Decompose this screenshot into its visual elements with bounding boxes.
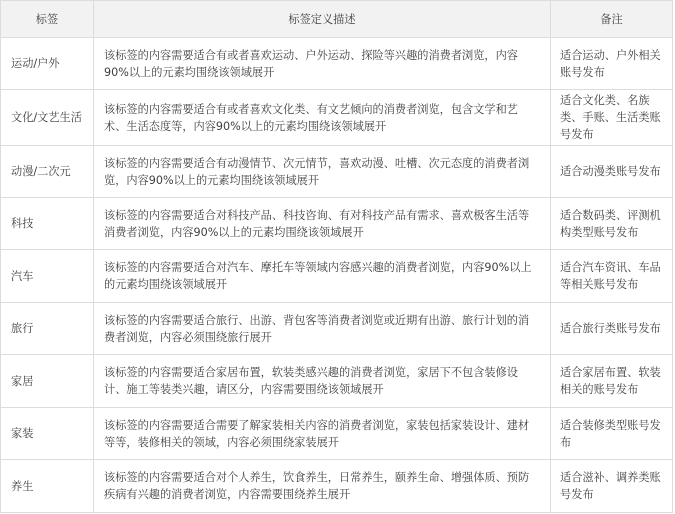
note-cell: 适合家居布置、软装相关的账号发布 (551, 355, 673, 408)
table-row (1, 38, 673, 90)
note-cell: 适合动漫类账号发布 (551, 146, 673, 198)
table-row (1, 90, 673, 146)
table-row (1, 408, 673, 460)
tag-cell: 家居 (1, 355, 94, 408)
note-cell: 适合文化类、名族类、手账、生活类账号发布 (551, 90, 673, 146)
table-row (1, 198, 673, 250)
tag-cell: 科技 (1, 198, 94, 250)
table-row (1, 355, 673, 408)
note-cell: 适合旅行类账号发布 (551, 303, 673, 355)
description-cell: 该标签的内容需要适合旅行、出游、背包客等消费者浏览或近期有出游、旅行计划的消费者浏览，内容必须围绕旅行展开 (94, 303, 551, 355)
table-row (1, 460, 673, 513)
description-cell: 该标签的内容需要适合对科技产品、科技咨询、有对科技产品有需求、喜欢极客生活等消费者浏览，内容90%以上的元素均围绕该领域展开 (94, 198, 551, 250)
description-cell: 该标签的内容需要适合有动漫情节、次元情节，喜欢动漫、吐槽、次元态度的消费者浏览，内容90%以上的元素均围绕该领域展开 (94, 146, 551, 198)
table-row (1, 250, 673, 303)
note-cell: 适合运动、户外相关账号发布 (551, 38, 673, 90)
note-cell: 适合数码类、评测机构类型账号发布 (551, 198, 673, 250)
header-description: 标签定义描述 (94, 1, 551, 38)
description-cell: 该标签的内容需要适合有或者喜欢运动、户外运动、探险等兴趣的消费者浏览，内容90%以上的元素均围绕该领域展开 (94, 38, 551, 90)
tag-cell: 家装 (1, 408, 94, 460)
table-row (1, 303, 673, 355)
description-cell: 该标签的内容需要适合家居布置，软装类感兴趣的消费者浏览，家居下不包含装修设计、施工等装类兴趣，请区分，内容需要围绕该领域展开 (94, 355, 551, 408)
description-cell: 该标签的内容需要适合对汽车、摩托车等领域内容感兴趣的消费者浏览，内容90%以上的元素均围绕该领域展开 (94, 250, 551, 303)
description-cell: 该标签的内容需要适合有或者喜欢文化类、有文艺倾向的消费者浏览，包含文学和艺术、生活态度等，内容90%以上的元素均围绕该领域展开 (94, 90, 551, 146)
header-tag: 标签 (1, 1, 94, 38)
tag-cell: 汽车 (1, 250, 94, 303)
tag-cell: 养生 (1, 460, 94, 513)
header-row (1, 1, 673, 38)
note-cell: 适合汽车资讯、车品等相关账号发布 (551, 250, 673, 303)
note-cell: 适合滋补、调养类账号发布 (551, 460, 673, 513)
note-cell: 适合装修类型账号发布 (551, 408, 673, 460)
tag-cell: 动漫/二次元 (1, 146, 94, 198)
table-header (1, 1, 673, 38)
description-cell: 该标签的内容需要适合需要了解家装相关内容的消费者浏览，家装包括家装设计、建材等等，装修相关的领域，内容必须围绕家装展开 (94, 408, 551, 460)
table-body (1, 38, 673, 513)
tag-cell: 文化/文艺生活 (1, 90, 94, 146)
tag-cell: 旅行 (1, 303, 94, 355)
table-row (1, 146, 673, 198)
description-cell: 该标签的内容需要适合对个人养生，饮食养生，日常养生，颐养生命、增强体质、预防疾病有兴趣的消费者浏览，内容需要围绕养生展开 (94, 460, 551, 513)
header-note: 备注 (551, 1, 673, 38)
tag-cell: 运动/户外 (1, 38, 94, 90)
